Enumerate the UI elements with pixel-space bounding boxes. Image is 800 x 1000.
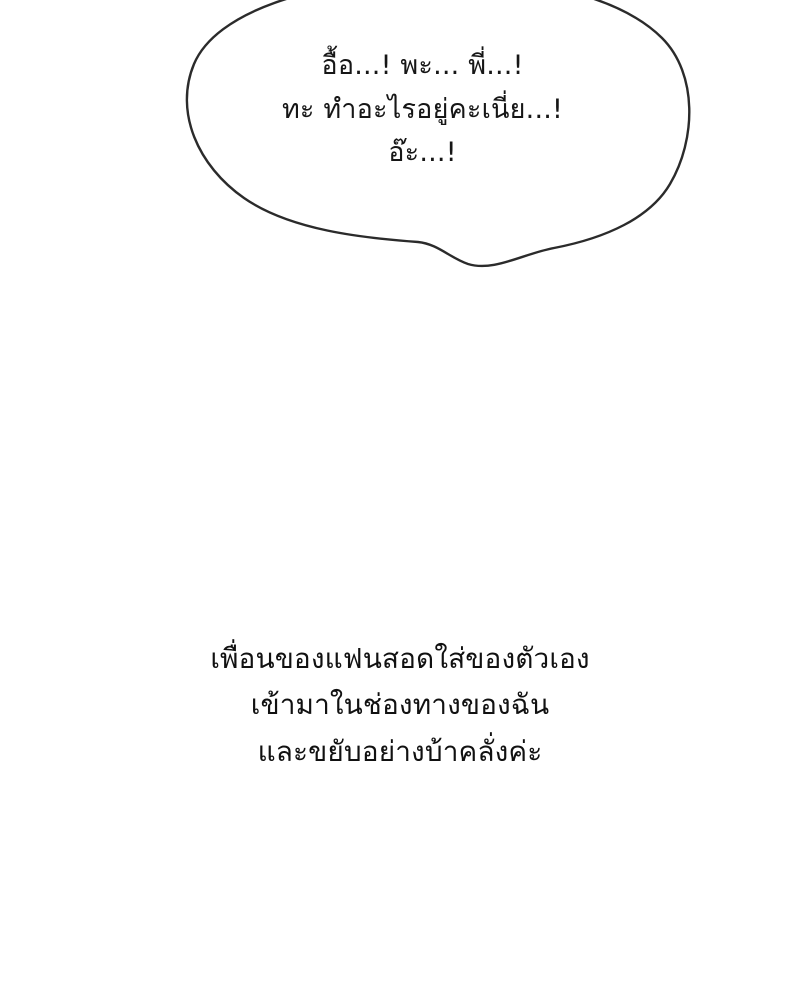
narration-line-2: เข้ามาในช่องทางของฉัน: [250, 688, 550, 722]
speech-line-3: อ๊ะ...!: [388, 137, 457, 169]
speech-balloon-text: [150, 44, 695, 175]
speech-balloon: [150, 0, 695, 282]
narration-caption: [0, 636, 800, 775]
narration-line-1: เพื่อนของแฟนสอดใส่ของตัวเอง: [210, 642, 590, 675]
speech-line-1: อื้อ...! พะ... พี่...!: [321, 50, 524, 81]
narration-line-3: และขยับอย่างบ้าคลั่งค่ะ: [257, 734, 543, 768]
speech-line-2: ทะ ทำอะไรอยู่คะเนี่ย...!: [281, 93, 564, 125]
